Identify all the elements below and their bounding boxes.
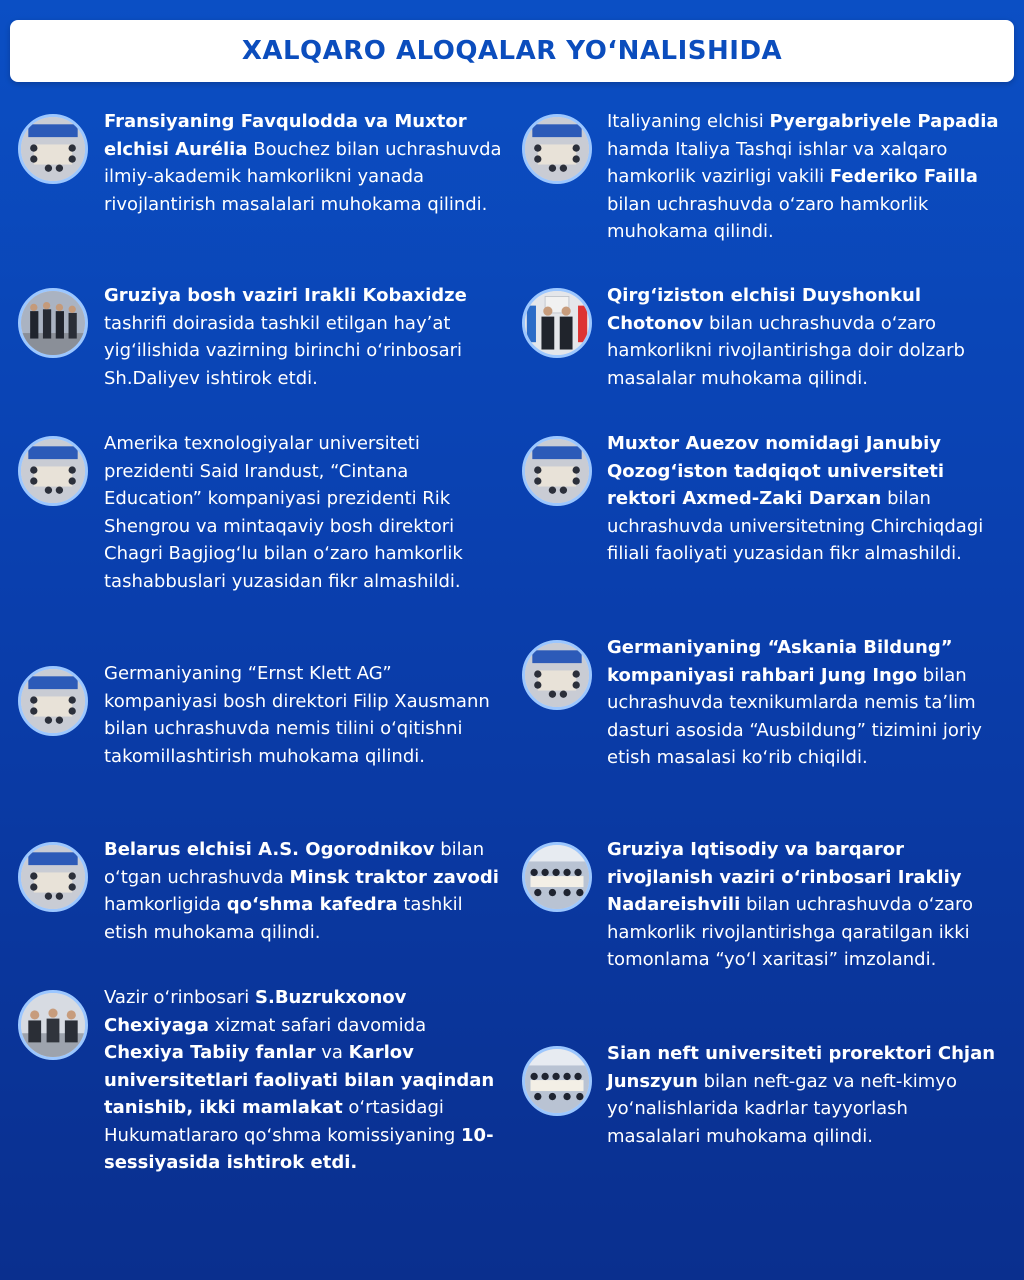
bold-text-segment: Qirgʻiziston elchisi Duyshonkul Chotonov bbox=[607, 285, 921, 334]
news-item-text bbox=[607, 1040, 1007, 1150]
text-segment: bilan uchrashuvda oʻzaro hamkorlik rivojlantirishga qaratilgan ikki tomonlama “yoʻl xaritasi” imzolandi. bbox=[607, 894, 973, 970]
bold-text-segment: Muxtor Auezov nomidagi Janubiy Qozogʻiston tadqiqot universiteti rektori Axmed-Zaki Darxan bbox=[607, 433, 945, 509]
news-item-text bbox=[104, 108, 504, 218]
bold-text-segment: S.Buzrukxonov Chexiyaga bbox=[104, 987, 407, 1036]
bold-text-segment: qoʻshma kafedra bbox=[226, 894, 398, 915]
news-item-text bbox=[607, 430, 1007, 568]
news-item-text bbox=[104, 984, 504, 1177]
meeting-room-photo-icon bbox=[18, 666, 88, 736]
text-segment: Bouchez bilan uchrashuvda ilmiy-akademik hamkorlikni yanada rivojlantirish masalalari muhokama qilindi. bbox=[104, 138, 502, 215]
text-segment: bilan neft-gaz va neft-kimyo yoʻnalishlarida kadrlar tayyorlash masalalari muhokama qilindi. bbox=[607, 1070, 957, 1147]
news-item-text bbox=[104, 836, 504, 946]
bold-text-segment: Gruziya Iqtisodiy va barqaror rivojlanish vaziri oʻrinbosari Irakliy Nadareishvili bbox=[607, 839, 962, 915]
bold-text-segment: 10-sessiyasida ishtirok etdi. bbox=[104, 1124, 494, 1173]
bold-text-segment: Fransiyaning Favqulodda va Muxtor elchisi Aurélia bbox=[104, 111, 467, 160]
bold-text-segment: Karlov universitetlari faoliyati bilan yaqindan tanishib, ikki mamlakat bbox=[104, 1042, 495, 1118]
text-segment: xizmat safari davomida bbox=[208, 1014, 427, 1036]
meeting-room-photo-icon bbox=[18, 114, 88, 184]
news-item-text bbox=[104, 660, 504, 770]
meeting-room-photo-icon bbox=[522, 114, 592, 184]
bold-text-segment: Chexiya Tabiiy fanlar bbox=[104, 1042, 316, 1063]
text-segment: hamda Italiya Tashqi ishlar va xalqaro hamkorlik vazirligi vakili bbox=[607, 138, 948, 187]
text-segment: bilan uchrashuvda universitetning Chirchiqdagi filiali faoliyati yuzasidan fikr almashildi. bbox=[607, 488, 984, 564]
meeting-room-photo-icon bbox=[18, 436, 88, 506]
text-segment: Italiyaning elchisi bbox=[607, 111, 770, 132]
text-segment: tashrifi doirasida tashkil etilgan hayʼat yigʻilishida vazirning birinchi oʻrinbosari Sh.Daliyev ishtirok etdi. bbox=[104, 312, 463, 389]
text-segment: tashkil etish muhokama qilindi. bbox=[104, 894, 463, 943]
news-item-text bbox=[104, 282, 504, 392]
text-segment: Germaniyaning “Ernst Klett AG” kompaniyasi bosh direktori Filip Xausmann bilan uchrashuvda nemis tilini oʻqitishni takomillashtirish muhokama qilindi. bbox=[104, 663, 490, 767]
conference-photo-icon bbox=[522, 1046, 592, 1116]
delegation-photo-icon bbox=[18, 288, 88, 358]
bold-text-segment: Gruziya bosh vaziri Irakli Kobaxidze bbox=[104, 285, 467, 306]
text-segment: va bbox=[315, 1042, 349, 1063]
group-photo-icon bbox=[18, 990, 88, 1060]
page-title: XALQARO ALOQALAR YOʻNALISHIDA bbox=[241, 36, 783, 66]
text-segment: Vazir oʻrinbosari bbox=[104, 987, 256, 1008]
news-item-text bbox=[104, 430, 504, 595]
conference-photo-icon bbox=[522, 842, 592, 912]
text-segment: Amerika texnologiyalar universiteti prezidenti Said Irandust, “Cintana Education” kompaniyasi prezidenti Rik Shengrou va mintaqaviy bosh direktori Chagri Bagjiogʻlu bilan oʻzaro hamkorlik tashabbuslari yuzasidan fikr almashildi. bbox=[104, 433, 463, 592]
bold-text-segment: Germaniyaning “Askania Bildung” kompaniyasi rahbari Jung Ingo bbox=[607, 637, 953, 686]
text-segment: bilan uchrashuvda texnikumlarda nemis taʼlim dasturi asosida “Ausbildung” tizimini joriy etish masalasi koʻrib chiqildi. bbox=[607, 664, 982, 768]
meeting-room-photo-icon bbox=[522, 436, 592, 506]
news-item-text bbox=[607, 634, 1007, 772]
bold-text-segment: Belarus elchisi A.S. Ogorodnikov bbox=[104, 839, 435, 860]
meeting-room-photo-icon bbox=[522, 640, 592, 710]
bold-text-segment: Minsk traktor zavodi bbox=[289, 866, 499, 888]
news-item-text bbox=[607, 282, 1007, 392]
text-segment: hamkorligida bbox=[104, 894, 227, 915]
news-item-text bbox=[607, 836, 1007, 974]
news-item-text bbox=[607, 108, 1007, 246]
bold-text-segment: Pyergabriyele Papadia bbox=[769, 111, 999, 132]
title-banner bbox=[10, 20, 1014, 82]
text-segment: bilan uchrashuvda oʻzaro hamkorlikni rivojlantirishga doir dolzarb masalalar muhokama qilindi. bbox=[607, 312, 965, 389]
bold-text-segment: Federiko Failla bbox=[829, 166, 978, 187]
handshake-photo-icon bbox=[522, 288, 592, 358]
text-segment: bilan oʻtgan uchrashuvda bbox=[104, 839, 485, 888]
bold-text-segment: Sian neft universiteti prorektori Chjan Junszyun bbox=[607, 1043, 996, 1092]
text-segment: oʻrtasidagi Hukumatlararo qoʻshma komissiyaning bbox=[104, 1097, 462, 1146]
text-segment: bilan uchrashuvda oʻzaro hamkorlik muhokama qilindi. bbox=[607, 193, 929, 242]
meeting-room-photo-icon bbox=[18, 842, 88, 912]
